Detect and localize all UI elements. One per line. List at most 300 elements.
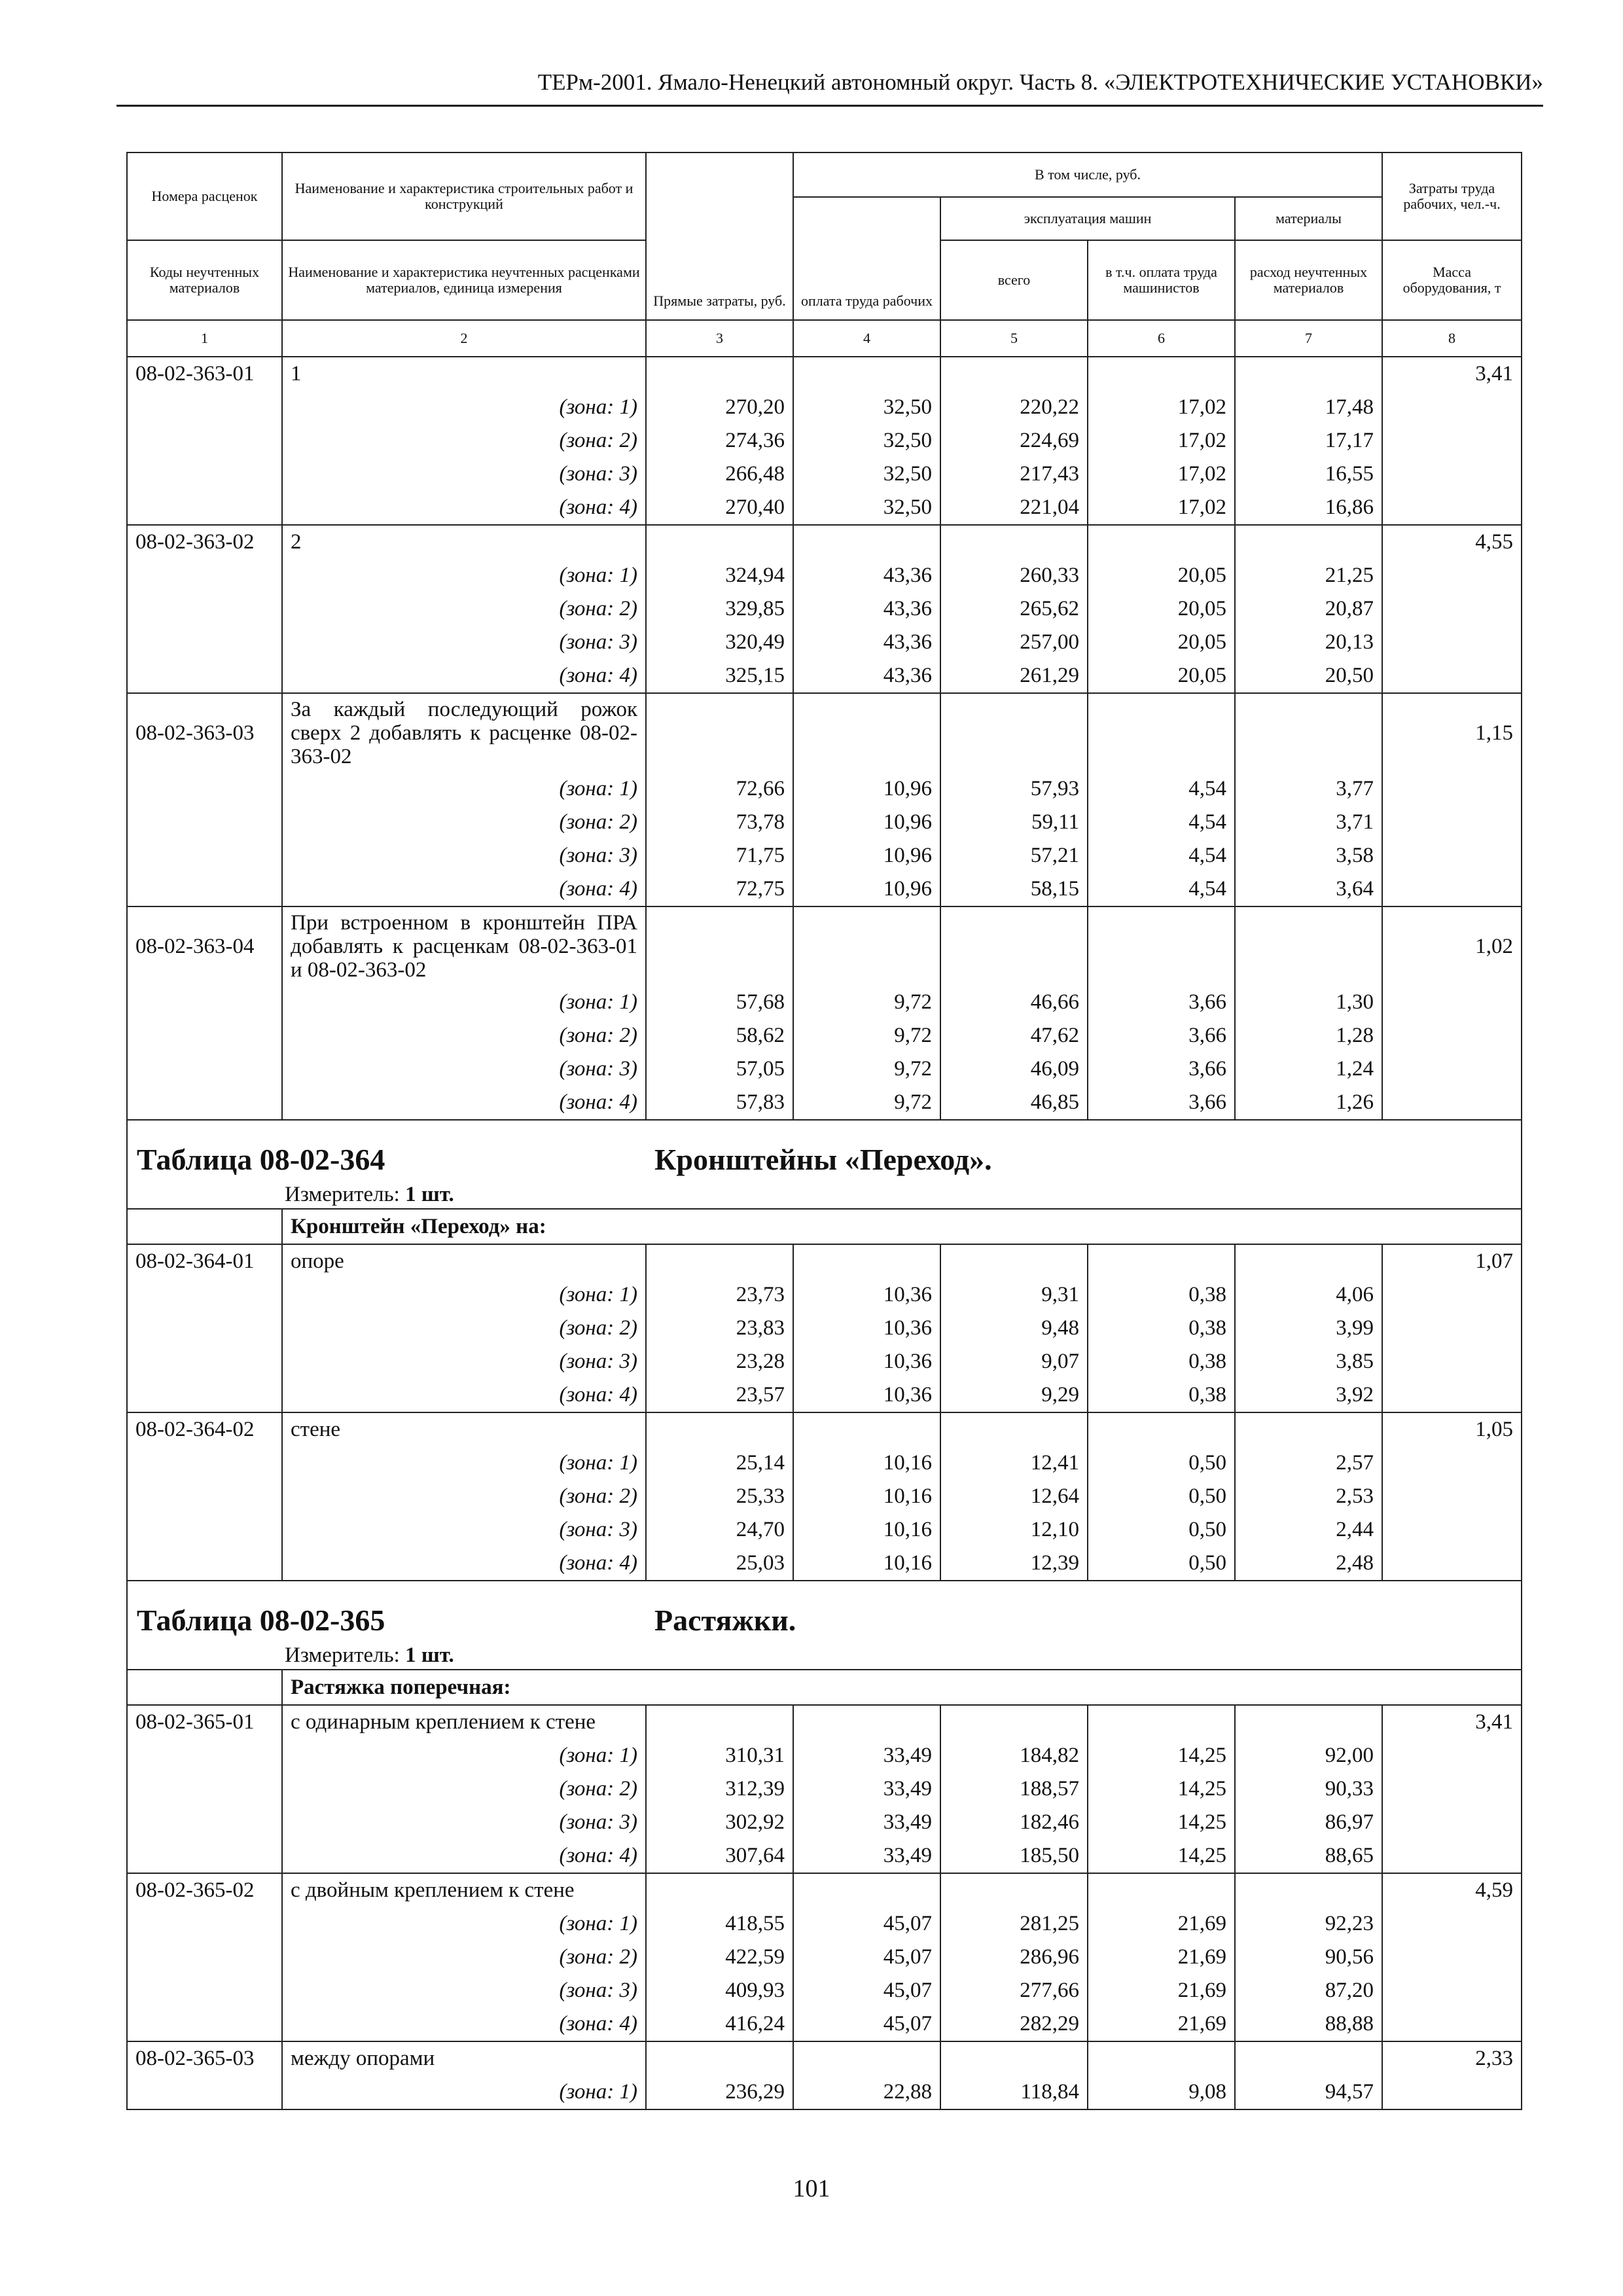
value-cell: 20,05 bbox=[1088, 626, 1235, 659]
value-cell: 14,25 bbox=[1088, 1839, 1235, 1873]
empty-cell bbox=[646, 1412, 793, 1446]
group-head-row bbox=[127, 1705, 1522, 1739]
group-head-row bbox=[127, 357, 1522, 391]
value-cell: 10,16 bbox=[793, 1547, 940, 1581]
empty-cell bbox=[127, 1941, 282, 1974]
empty-cell bbox=[1382, 1278, 1522, 1312]
value-cell: 71,75 bbox=[646, 839, 793, 872]
value-cell: 23,83 bbox=[646, 1312, 793, 1345]
empty-cell bbox=[127, 1806, 282, 1839]
zone-row bbox=[127, 1378, 1522, 1412]
value-cell: 0,50 bbox=[1088, 1513, 1235, 1547]
value-cell: 2,48 bbox=[1235, 1547, 1382, 1581]
value-cell: 4,54 bbox=[1088, 872, 1235, 906]
value-cell: 23,28 bbox=[646, 1345, 793, 1378]
value-cell: 4,06 bbox=[1235, 1278, 1382, 1312]
value-cell: 14,25 bbox=[1088, 1806, 1235, 1839]
value-cell: 329,85 bbox=[646, 592, 793, 626]
zone-row bbox=[127, 391, 1522, 424]
rate-name: 2 bbox=[282, 525, 646, 559]
zone-label: (зона: 3) bbox=[282, 1806, 646, 1839]
empty-cell bbox=[1088, 693, 1235, 772]
value-cell: 32,50 bbox=[793, 491, 940, 525]
page-number: 101 bbox=[793, 2175, 830, 2202]
value-cell: 418,55 bbox=[646, 1907, 793, 1941]
empty-cell bbox=[646, 1244, 793, 1278]
col-head-7: расход неучтенных материалов bbox=[1235, 240, 1382, 320]
zone-label: (зона: 4) bbox=[282, 1378, 646, 1412]
value-cell: 20,05 bbox=[1088, 659, 1235, 693]
zone-label: (зона: 2) bbox=[282, 1941, 646, 1974]
empty-cell bbox=[127, 559, 282, 592]
empty-cell bbox=[940, 357, 1088, 391]
value-cell: 274,36 bbox=[646, 424, 793, 457]
empty-cell bbox=[1382, 659, 1522, 693]
empty-cell bbox=[646, 1873, 793, 1907]
zone-row bbox=[127, 1278, 1522, 1312]
col-head-materials: материалы bbox=[1235, 197, 1382, 240]
value-cell: 43,36 bbox=[793, 626, 940, 659]
table-365-body bbox=[127, 1705, 1522, 2109]
value-cell: 3,64 bbox=[1235, 872, 1382, 906]
value-cell: 32,50 bbox=[793, 424, 940, 457]
value-cell: 9,72 bbox=[793, 1019, 940, 1052]
value-cell: 72,66 bbox=[646, 772, 793, 806]
value-cell: 46,09 bbox=[940, 1052, 1088, 1086]
value-cell: 20,05 bbox=[1088, 559, 1235, 592]
value-cell: 9,29 bbox=[940, 1378, 1088, 1412]
value-cell: 3,71 bbox=[1235, 806, 1382, 839]
empty-cell bbox=[1088, 357, 1235, 391]
zone-label: (зона: 1) bbox=[282, 1278, 646, 1312]
col-head-incl: В том числе, руб. bbox=[793, 152, 1382, 197]
rate-name: При встроенном в кронштейн ПРА добавлять к расценкам 08-02-363-01 и 08-02-363-02 bbox=[282, 906, 646, 986]
zone-row bbox=[127, 806, 1522, 839]
value-cell: 92,23 bbox=[1235, 1907, 1382, 1941]
value-cell: 3,92 bbox=[1235, 1378, 1382, 1412]
value-cell: 3,66 bbox=[1088, 1052, 1235, 1086]
value-cell: 0,50 bbox=[1088, 1446, 1235, 1480]
value-cell: 281,25 bbox=[940, 1907, 1088, 1941]
zone-row bbox=[127, 2007, 1522, 2041]
empty-cell bbox=[1235, 693, 1382, 772]
value-cell: 25,33 bbox=[646, 1480, 793, 1513]
value-cell: 12,41 bbox=[940, 1446, 1088, 1480]
empty-cell bbox=[1382, 806, 1522, 839]
rate-name: между опорами bbox=[282, 2041, 646, 2075]
empty-cell bbox=[1382, 872, 1522, 906]
empty-cell bbox=[1088, 1705, 1235, 1739]
value-cell: 236,29 bbox=[646, 2075, 793, 2109]
empty-cell bbox=[646, 525, 793, 559]
table-364-subheading: Кронштейн «Переход» на: bbox=[282, 1209, 1522, 1244]
empty-cell bbox=[1382, 491, 1522, 525]
zone-label: (зона: 2) bbox=[282, 1772, 646, 1806]
empty-cell bbox=[127, 626, 282, 659]
value-cell: 4,54 bbox=[1088, 772, 1235, 806]
rate-code: 08-02-365-03 bbox=[127, 2041, 282, 2075]
empty-cell bbox=[1382, 1941, 1522, 1974]
value-cell: 45,07 bbox=[793, 2007, 940, 2041]
empty-cell bbox=[127, 1513, 282, 1547]
empty-cell bbox=[940, 525, 1088, 559]
empty-cell bbox=[127, 1378, 282, 1412]
col-num: 1 bbox=[127, 320, 282, 357]
value-cell: 88,88 bbox=[1235, 2007, 1382, 2041]
col-head-machines: эксплуатация машин bbox=[940, 197, 1235, 240]
value-cell: 57,68 bbox=[646, 986, 793, 1019]
empty-cell bbox=[127, 1446, 282, 1480]
value-cell: 86,97 bbox=[1235, 1806, 1382, 1839]
empty-cell bbox=[1088, 525, 1235, 559]
zone-row bbox=[127, 1772, 1522, 1806]
zone-row bbox=[127, 659, 1522, 693]
value-cell: 20,13 bbox=[1235, 626, 1382, 659]
value-cell: 43,36 bbox=[793, 659, 940, 693]
rate-code: 08-02-363-01 bbox=[127, 357, 282, 391]
zone-label: (зона: 3) bbox=[282, 1974, 646, 2007]
empty-cell bbox=[793, 693, 940, 772]
col-num: 4 bbox=[793, 320, 940, 357]
value-cell: 94,57 bbox=[1235, 2075, 1382, 2109]
empty-cell bbox=[646, 357, 793, 391]
zone-row bbox=[127, 424, 1522, 457]
zone-label: (зона: 1) bbox=[282, 1739, 646, 1772]
col-head-2b: Наименование и характеристика неучтенных расценками материалов, единица измерения bbox=[282, 240, 646, 320]
value-cell: 12,10 bbox=[940, 1513, 1088, 1547]
empty-cell bbox=[1382, 1345, 1522, 1378]
value-cell: 12,39 bbox=[940, 1547, 1088, 1581]
labor-cost: 1,15 bbox=[1382, 693, 1522, 772]
value-cell: 45,07 bbox=[793, 1941, 940, 1974]
zone-row bbox=[127, 1547, 1522, 1581]
value-cell: 21,25 bbox=[1235, 559, 1382, 592]
value-cell: 33,49 bbox=[793, 1739, 940, 1772]
zone-label: (зона: 2) bbox=[282, 1019, 646, 1052]
value-cell: 21,69 bbox=[1088, 1974, 1235, 2007]
value-cell: 266,48 bbox=[646, 457, 793, 491]
zone-label: (зона: 3) bbox=[282, 1345, 646, 1378]
rate-code: 08-02-365-02 bbox=[127, 1873, 282, 1907]
empty-cell bbox=[127, 2075, 282, 2109]
empty-cell bbox=[127, 1907, 282, 1941]
empty-cell bbox=[1382, 2007, 1522, 2041]
value-cell: 58,15 bbox=[940, 872, 1088, 906]
empty-cell bbox=[127, 1839, 282, 1873]
empty-cell bbox=[127, 772, 282, 806]
value-cell: 33,49 bbox=[793, 1772, 940, 1806]
value-cell: 422,59 bbox=[646, 1941, 793, 1974]
zone-label: (зона: 4) bbox=[282, 872, 646, 906]
empty-cell bbox=[1235, 525, 1382, 559]
labor-cost: 1,07 bbox=[1382, 1244, 1522, 1278]
empty-cell bbox=[127, 2007, 282, 2041]
value-cell: 14,25 bbox=[1088, 1739, 1235, 1772]
value-cell: 310,31 bbox=[646, 1739, 793, 1772]
empty-cell bbox=[127, 872, 282, 906]
zone-label: (зона: 1) bbox=[282, 559, 646, 592]
zone-label: (зона: 1) bbox=[282, 391, 646, 424]
value-cell: 33,49 bbox=[793, 1839, 940, 1873]
group-head-row bbox=[127, 693, 1522, 772]
col-head-8b: Масса оборудования, т bbox=[1382, 240, 1522, 320]
value-cell: 261,29 bbox=[940, 659, 1088, 693]
empty-cell bbox=[127, 457, 282, 491]
empty-cell bbox=[1382, 1806, 1522, 1839]
value-cell: 17,02 bbox=[1088, 391, 1235, 424]
labor-cost: 1,05 bbox=[1382, 1412, 1522, 1446]
rate-name: опоре bbox=[282, 1244, 646, 1278]
empty-cell bbox=[793, 1412, 940, 1446]
header-rule bbox=[116, 105, 1543, 107]
col-head-1b: Коды неучтенных материалов bbox=[127, 240, 282, 320]
empty-cell bbox=[127, 592, 282, 626]
table-364-body bbox=[127, 1244, 1522, 1581]
value-cell: 10,96 bbox=[793, 839, 940, 872]
value-cell: 2,44 bbox=[1235, 1513, 1382, 1547]
zone-label: (зона: 4) bbox=[282, 1086, 646, 1120]
empty-cell bbox=[127, 1019, 282, 1052]
value-cell: 90,33 bbox=[1235, 1772, 1382, 1806]
empty-cell bbox=[127, 659, 282, 693]
value-cell: 224,69 bbox=[940, 424, 1088, 457]
zone-row bbox=[127, 1052, 1522, 1086]
labor-cost: 3,41 bbox=[1382, 1705, 1522, 1739]
empty-cell bbox=[646, 693, 793, 772]
rate-code: 08-02-363-04 bbox=[127, 906, 282, 986]
value-cell: 302,92 bbox=[646, 1806, 793, 1839]
value-cell: 10,96 bbox=[793, 772, 940, 806]
value-cell: 17,48 bbox=[1235, 391, 1382, 424]
value-cell: 1,26 bbox=[1235, 1086, 1382, 1120]
value-cell: 325,15 bbox=[646, 659, 793, 693]
zone-row bbox=[127, 1907, 1522, 1941]
value-cell: 57,05 bbox=[646, 1052, 793, 1086]
value-cell: 43,36 bbox=[793, 592, 940, 626]
zone-label: (зона: 2) bbox=[282, 1480, 646, 1513]
document-header: ТЕРм-2001. Ямало-Ненецкий автономный округ. Часть 8. «ЭЛЕКТРОТЕХНИЧЕСКИЕ УСТАНОВКИ» bbox=[537, 69, 1543, 95]
empty-cell bbox=[127, 1974, 282, 2007]
empty-cell bbox=[1235, 1873, 1382, 1907]
zone-label: (зона: 4) bbox=[282, 1839, 646, 1873]
group-head-row bbox=[127, 906, 1522, 986]
col-num: 3 bbox=[646, 320, 793, 357]
table-364-title-block bbox=[127, 1120, 1522, 1244]
zone-row bbox=[127, 1974, 1522, 2007]
empty-cell bbox=[940, 2041, 1088, 2075]
empty-cell bbox=[1382, 391, 1522, 424]
zone-label: (зона: 4) bbox=[282, 2007, 646, 2041]
col-head-2a: Наименование и характеристика строительных работ и конструкций bbox=[282, 152, 646, 240]
value-cell: 0,38 bbox=[1088, 1278, 1235, 1312]
value-cell: 182,46 bbox=[940, 1806, 1088, 1839]
empty-cell bbox=[940, 1873, 1088, 1907]
table-365-name: Растяжки. bbox=[654, 1604, 796, 1637]
empty-cell bbox=[1382, 559, 1522, 592]
empty-cell bbox=[127, 1547, 282, 1581]
zone-row bbox=[127, 457, 1522, 491]
empty-cell bbox=[1382, 839, 1522, 872]
empty-cell bbox=[940, 1705, 1088, 1739]
group-head-row bbox=[127, 1412, 1522, 1446]
empty-cell bbox=[1382, 457, 1522, 491]
empty-cell bbox=[940, 693, 1088, 772]
value-cell: 14,25 bbox=[1088, 1772, 1235, 1806]
value-cell: 45,07 bbox=[793, 1974, 940, 2007]
value-cell: 23,57 bbox=[646, 1378, 793, 1412]
empty-cell bbox=[1088, 1873, 1235, 1907]
value-cell: 20,50 bbox=[1235, 659, 1382, 693]
empty-cell bbox=[1382, 1086, 1522, 1120]
value-cell: 21,69 bbox=[1088, 1907, 1235, 1941]
table-364-title: Таблица 08-02-364 bbox=[137, 1143, 385, 1176]
value-cell: 87,20 bbox=[1235, 1974, 1382, 2007]
zone-row bbox=[127, 592, 1522, 626]
zone-row bbox=[127, 1312, 1522, 1345]
empty-cell bbox=[127, 1480, 282, 1513]
empty-cell bbox=[940, 1412, 1088, 1446]
value-cell: 9,08 bbox=[1088, 2075, 1235, 2109]
group-head-row bbox=[127, 1244, 1522, 1278]
empty-cell bbox=[1235, 357, 1382, 391]
value-cell: 9,07 bbox=[940, 1345, 1088, 1378]
zone-row bbox=[127, 491, 1522, 525]
empty-cell bbox=[1382, 1907, 1522, 1941]
value-cell: 9,72 bbox=[793, 986, 940, 1019]
zone-label: (зона: 4) bbox=[282, 659, 646, 693]
empty-cell bbox=[127, 1278, 282, 1312]
zone-row bbox=[127, 2075, 1522, 2109]
value-cell: 217,43 bbox=[940, 457, 1088, 491]
group-head-row bbox=[127, 525, 1522, 559]
value-cell: 72,75 bbox=[646, 872, 793, 906]
zone-row bbox=[127, 1480, 1522, 1513]
zone-label: (зона: 3) bbox=[282, 457, 646, 491]
value-cell: 10,36 bbox=[793, 1278, 940, 1312]
empty-cell bbox=[1382, 1974, 1522, 2007]
value-cell: 221,04 bbox=[940, 491, 1088, 525]
value-cell: 1,24 bbox=[1235, 1052, 1382, 1086]
empty-cell bbox=[1382, 986, 1522, 1019]
value-cell: 46,66 bbox=[940, 986, 1088, 1019]
table-365-title-block bbox=[127, 1581, 1522, 1705]
empty-cell bbox=[1382, 1052, 1522, 1086]
value-cell: 17,02 bbox=[1088, 491, 1235, 525]
value-cell: 20,87 bbox=[1235, 592, 1382, 626]
value-cell: 320,49 bbox=[646, 626, 793, 659]
value-cell: 185,50 bbox=[940, 1839, 1088, 1873]
zone-label: (зона: 2) bbox=[282, 1312, 646, 1345]
zone-label: (зона: 3) bbox=[282, 839, 646, 872]
value-cell: 0,38 bbox=[1088, 1378, 1235, 1412]
value-cell: 73,78 bbox=[646, 806, 793, 839]
empty-cell bbox=[1382, 1446, 1522, 1480]
zone-row bbox=[127, 1513, 1522, 1547]
value-cell: 10,16 bbox=[793, 1480, 940, 1513]
value-cell: 10,36 bbox=[793, 1378, 940, 1412]
empty-cell bbox=[793, 2041, 940, 2075]
value-cell: 9,72 bbox=[793, 1052, 940, 1086]
empty-cell bbox=[1235, 1244, 1382, 1278]
zone-label: (зона: 1) bbox=[282, 1907, 646, 1941]
value-cell: 312,39 bbox=[646, 1772, 793, 1806]
empty-cell bbox=[1088, 1412, 1235, 1446]
value-cell: 16,86 bbox=[1235, 491, 1382, 525]
zone-row bbox=[127, 559, 1522, 592]
value-cell: 92,00 bbox=[1235, 1739, 1382, 1772]
zone-label: (зона: 2) bbox=[282, 806, 646, 839]
table-header bbox=[127, 152, 1522, 357]
zone-row bbox=[127, 1739, 1522, 1772]
rate-name: с двойным креплением к стене bbox=[282, 1873, 646, 1907]
value-cell: 33,49 bbox=[793, 1806, 940, 1839]
zone-label: (зона: 2) bbox=[282, 592, 646, 626]
empty-cell bbox=[793, 1244, 940, 1278]
zone-row bbox=[127, 626, 1522, 659]
empty-cell bbox=[127, 1086, 282, 1120]
empty-cell bbox=[1382, 1739, 1522, 1772]
empty-cell bbox=[127, 1312, 282, 1345]
value-cell: 10,96 bbox=[793, 872, 940, 906]
col-head-3: Прямые затраты, руб. bbox=[646, 152, 793, 320]
empty-cell bbox=[127, 986, 282, 1019]
empty-cell bbox=[127, 391, 282, 424]
empty-cell bbox=[646, 906, 793, 986]
group-head-row bbox=[127, 2041, 1522, 2075]
empty-cell bbox=[1088, 1244, 1235, 1278]
empty-cell bbox=[127, 1739, 282, 1772]
price-table bbox=[126, 152, 1522, 2110]
empty-cell bbox=[793, 1873, 940, 1907]
empty-cell bbox=[1382, 1513, 1522, 1547]
value-cell: 282,29 bbox=[940, 2007, 1088, 2041]
value-cell: 10,36 bbox=[793, 1312, 940, 1345]
value-cell: 0,50 bbox=[1088, 1480, 1235, 1513]
value-cell: 257,00 bbox=[940, 626, 1088, 659]
value-cell: 260,33 bbox=[940, 559, 1088, 592]
table-364-measure: Измеритель: 1 шт. bbox=[285, 1183, 454, 1206]
zone-row bbox=[127, 986, 1522, 1019]
table-364-name: Кронштейны «Переход». bbox=[654, 1143, 992, 1176]
value-cell: 265,62 bbox=[940, 592, 1088, 626]
zone-label: (зона: 3) bbox=[282, 1513, 646, 1547]
value-cell: 20,05 bbox=[1088, 592, 1235, 626]
value-cell: 324,94 bbox=[646, 559, 793, 592]
value-cell: 22,88 bbox=[793, 2075, 940, 2109]
zone-label: (зона: 2) bbox=[282, 424, 646, 457]
value-cell: 307,64 bbox=[646, 1839, 793, 1873]
value-cell: 23,73 bbox=[646, 1278, 793, 1312]
empty-cell bbox=[127, 1052, 282, 1086]
empty-cell bbox=[793, 1705, 940, 1739]
empty-cell bbox=[1382, 1772, 1522, 1806]
zone-label: (зона: 3) bbox=[282, 1052, 646, 1086]
value-cell: 10,36 bbox=[793, 1345, 940, 1378]
empty-cell bbox=[1382, 626, 1522, 659]
zone-row bbox=[127, 1839, 1522, 1873]
value-cell: 0,50 bbox=[1088, 1547, 1235, 1581]
col-num: 8 bbox=[1382, 320, 1522, 357]
rate-code: 08-02-364-01 bbox=[127, 1244, 282, 1278]
empty-cell bbox=[940, 1244, 1088, 1278]
empty-cell bbox=[1382, 592, 1522, 626]
rate-name: За каждый последующий рожок сверх 2 добавлять к расценке 08-02-363-02 bbox=[282, 693, 646, 772]
col-num: 2 bbox=[282, 320, 646, 357]
labor-cost: 1,02 bbox=[1382, 906, 1522, 986]
empty-cell bbox=[793, 906, 940, 986]
col-head-8a: Затраты труда рабочих, чел.-ч. bbox=[1382, 152, 1522, 240]
zone-label: (зона: 1) bbox=[282, 1446, 646, 1480]
